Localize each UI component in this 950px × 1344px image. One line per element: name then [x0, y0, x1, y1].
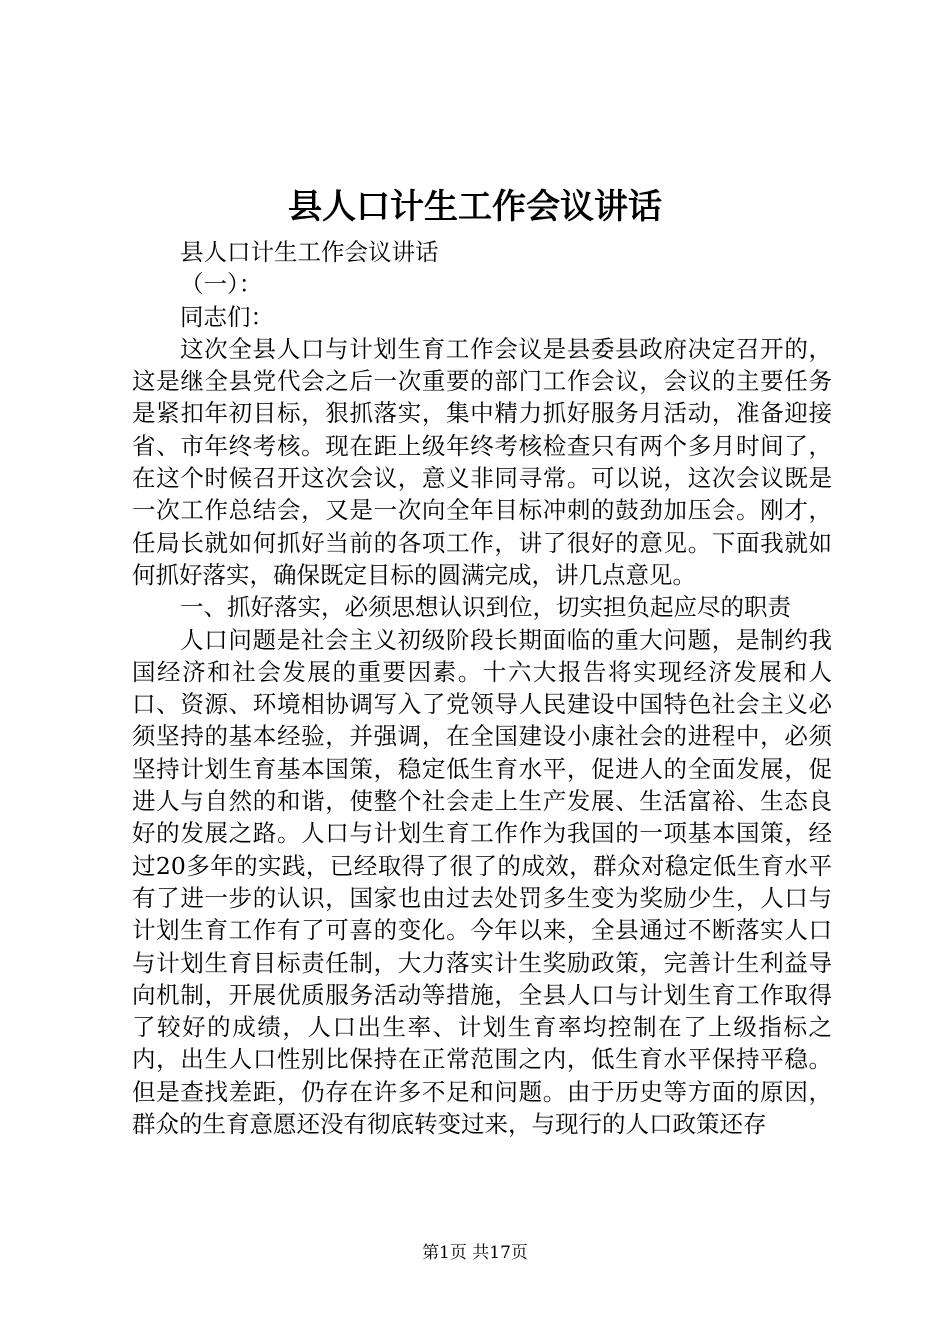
paragraph-population: 人口问题是社会主义初级阶段长期面临的重大问题，是制约我国经济和社会发展的重要因素。十六大报告将实现经济发展和人口、资源、环境相协调写入了党领导人民建设中国特色社会主义必须坚持的基本经验，并强调，在全国建设小康社会的进程中，必须坚持计划生育基本国策，稳定低生育水平，促进人的全面发展，促进人与自然的和谐，使整个社会走上生产发展、生活富裕、生态良好的发展之路。人口与计划生育工作作为我国的一项基本国策，经过20多年的实践，已经取得了很了的成效，群众对稳定低生育水平有了进一步的认识，国家也由过去处罚多生变为奖励少生，人口与计划生育工作有了可喜的变化。今年以来，全县通过不断落实人口与计划生育目标责任制，大力落实计生奖励政策，完善计生利益导向机制，开展优质服务活动等措施，全县人口与计划生育工作取得了较好的成绩，人口出生率、计划生育率均控制在了上级指标之内，出生人口性别比保持在正常范围之内，低生育水平保持平稳。但是查找差距，仍存在许多不足和问题。由于历史等方面的原因，群众的生育意愿还没有彻底转变过来，与现行的人口政策还存: [132, 625, 832, 1139]
section-heading-1: 一、抓好落实，必须思想认识到位，切实担负起应尽的职责: [180, 593, 791, 622]
paragraph-intro: 这次全县人口与计划生育工作会议是县委县政府决定召开的，这是继全县党代会之后一次重要的部门工作会议，会议的主要任务是紧扣年初目标，狠抓落实，集中精力抓好服务月活动，准备迎接省、市年终考核。现在距上级年终考核检查只有两个多月时间了，在这个时候召开这次会议，意义非同寻常。可以说，这次会议既是一次工作总结会，又是一次向全年目标冲刺的鼓劲加压会。刚才，任局长就如何抓好当前的各项工作，讲了很好的意见。下面我就如何抓好落实，确保既定目标的圆满完成，讲几点意见。: [132, 334, 832, 589]
speech-heading: 县人口计生工作会议讲话: [180, 238, 439, 266]
page-number-footer: 第1页 共17页: [422, 1243, 528, 1263]
document-title: 县人口计生工作会议讲话: [288, 187, 662, 227]
section-marker: （一）：: [180, 270, 263, 299]
salutation: 同志们：: [180, 302, 274, 331]
document-body: [132, 236, 832, 1140]
